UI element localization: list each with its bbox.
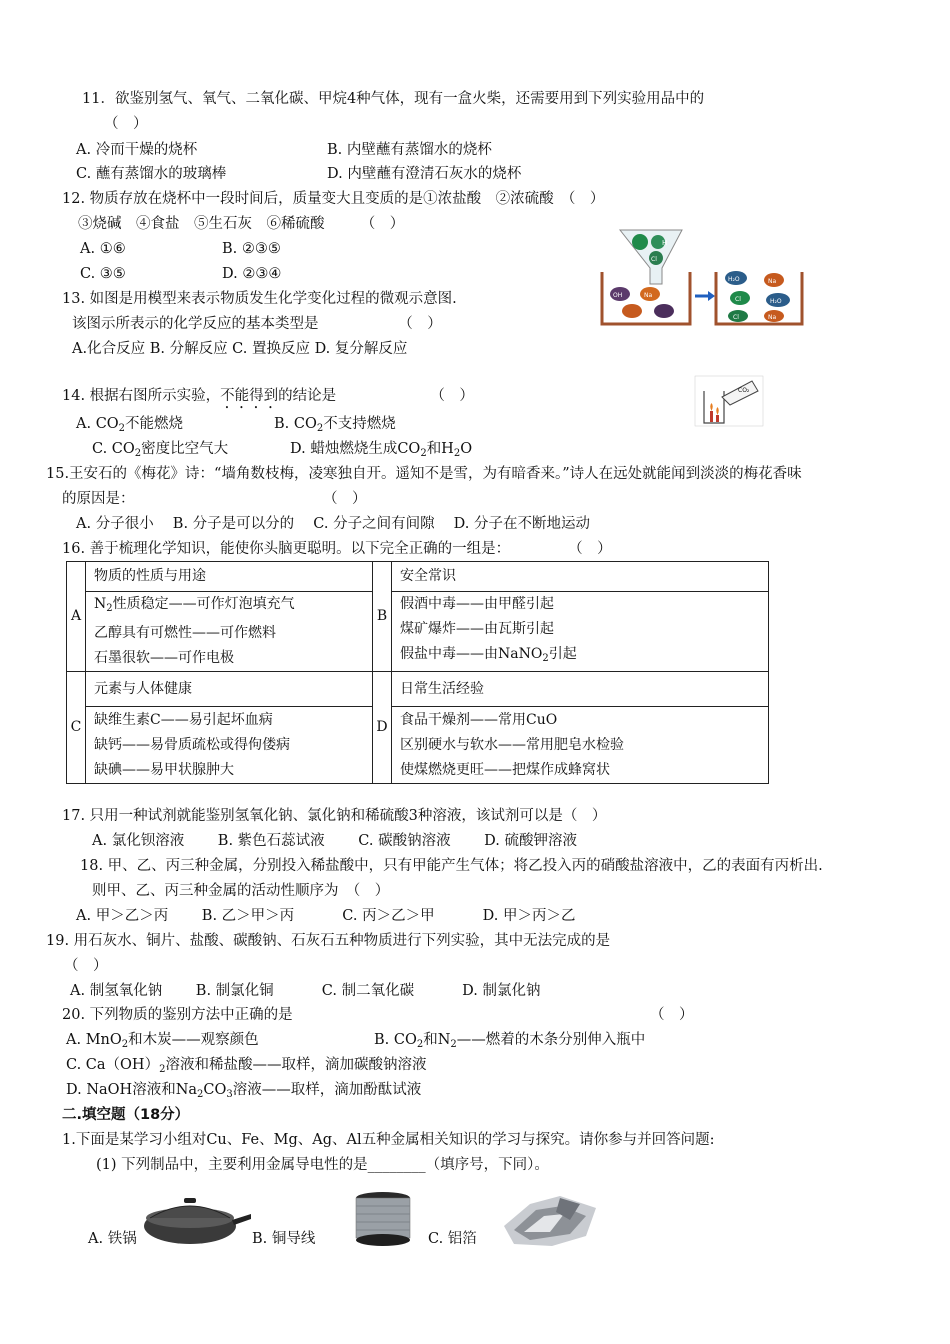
co2-candle-figure [694,375,764,427]
q14-option-a [76,414,183,439]
q14-option-b-text: B. CO [274,416,317,432]
fig-label-na-bottom: Na [768,314,777,321]
subscript: 2 [420,448,427,459]
q16-b-line2: 煤矿爆炸——由瓦斯引起 [400,621,554,637]
q11-answer-paren: （ ） [104,116,148,132]
q16-a-line1 [94,592,364,621]
q18-stem: 18. 甲、乙、丙三种金属，分别投入稀盐酸中，只有甲能产生气体；将乙投入丙的硝酸盐溶液中，乙的表面有丙析出. [80,858,823,874]
q16-b-line3-text-2: 引起 [548,646,577,662]
q16-d-header: 日常生活经验 [392,672,769,707]
wok-image [140,1188,252,1252]
q20-option-a [66,1030,259,1055]
q20-option-c-text-2: 溶液和稀盐酸——取样，滴加碳酸钠溶液 [165,1057,427,1073]
q17-options: A. 氯化钡溶液 B. 紫色石蕊试液 C. 碳酸钠溶液 D. 硫酸钾溶液 [92,833,578,849]
subscript: 2 [450,1039,457,1050]
subscript: 2 [106,603,113,614]
q20-option-b [374,1030,645,1055]
q14-option-d-text-3: O [460,441,473,457]
q16-d-line1: 食品干燥剂——常用CuO [400,711,558,728]
q14-option-c-text-2: 密度比空气大 [141,441,229,457]
subscript: 2 [316,423,324,434]
q19-options: A. 制氢氧化钠 B. 制氯化铜 C. 制二氧化碳 D. 制氯化钠 [70,983,541,999]
q11-stem: 11．欲鉴别氢气、氧气、二氧化碳、甲烷4种气体，现有一盒火柴，还需要用到下列实验用品中的 [82,91,705,107]
q16-b-line1: 假酒中毒——由甲醛引起 [400,596,554,612]
q16-a-line2: 乙醇具有可燃性——可作燃料 [94,625,276,641]
q13-line2: 该图示所表示的化学反应的基本类型是 （ ） [72,316,442,332]
fig-label-h2o-1: H₂O [728,276,740,283]
q16-label-d: D [373,672,392,784]
q16-a-line3: 石墨很软——可作电极 [94,650,234,666]
q15-stem: 15.王安石的《梅花》诗：“墙角数枝梅，凌寒独自开。遥知不是雪，为有暗香来。”诗人在远处就能闻到淡淡的梅花香味 [46,466,802,482]
fig-label-h: H [662,239,668,247]
subscript: 2 [159,1064,166,1075]
q16-label-c: C [67,672,86,784]
fig-label-h2o-2: H₂O [770,298,782,305]
fig-label-cl-right: Cl [735,296,741,303]
q20-option-b-text-3: ——燃着的木条分别伸入瓶中 [456,1032,646,1048]
q12-option-b: B. ②③⑤ [222,241,281,257]
q16-stem: 16. 善于梳理化学知识，能使你头脑更聪明。以下完全正确的一组是： （ ） [62,541,612,557]
q14-option-b [274,414,396,439]
q16-b-header: 安全常识 [392,562,769,592]
q16-c-header: 元素与人体健康 [86,672,373,707]
q14-stem [62,386,474,412]
q11-option-d: D. 内壁蘸有澄清石灰水的烧杯 [327,166,522,182]
q17-stem: 17. 只用一种试剂就能鉴别氢氧化钠、氯化钠和稀硫酸3种溶液，该试剂可以是（ ） [62,808,607,824]
subscript: 2 [197,1089,204,1100]
s2-q1-part1: (1) 下列制品中，主要利用金属导电性的是________（填序号，下同）。 [96,1157,549,1173]
q12-option-d: D. ②③④ [222,266,282,282]
copper-wire-spool-image [352,1190,414,1248]
q20-option-b-text-2: 和N [423,1032,451,1048]
q16-d-line2: 区别硬水与软水——常用肥皂水检验 [400,736,624,753]
q12-line2: ③烧碱 ④食盐 ⑤生石灰 ⑥稀硫酸 （ ） [78,216,405,232]
q20-option-d-text-3: 溶液——取样，滴加酚酞试液 [232,1082,422,1098]
q12-stem: 12. 物质存放在烧杯中一段时间后，质量变大且变质的是①浓盐酸 ②浓硫酸 （ ） [62,191,605,207]
item-c-aluminum-foil: C. 铝箔 [428,1231,477,1247]
q16-b-content [392,592,769,672]
q20-option-d [66,1080,421,1105]
q16-table [66,561,769,784]
q14-stem-a: 14. 根据右图所示实验， [62,388,221,404]
q14-option-b-text-2: 不支持燃烧 [323,416,396,432]
item-b-copper-wire: B. 铜导线 [252,1231,316,1247]
q11-option-b: B. 内壁蘸有蒸馏水的烧杯 [327,142,492,158]
q16-a-line1-text-2: 性质稳定——可作灯泡填充气 [112,596,295,612]
q18-line2: 则甲、乙、丙三种金属的活动性顺序为 （ ） [92,883,390,899]
q11-option-c: C. 蘸有蒸馏水的玻璃棒 [76,166,227,182]
subscript: 2 [542,653,549,664]
aluminum-foil-image [500,1186,600,1252]
q16-a-line1-text: N [94,596,107,612]
reaction-micro-diagram [598,228,804,328]
fig-label-na-right: Na [768,278,777,285]
q11-option-a: A. 冷而干燥的烧杯 [76,142,198,158]
subscript: 2 [134,448,142,459]
q14-option-a-text-2: 不能燃烧 [125,416,184,432]
q14-option-c [92,439,228,464]
q12-option-a: A. ①⑥ [80,241,126,257]
q20-option-c-text: C. Ca（OH） [66,1057,160,1073]
fig-label-oh: OH [613,292,623,299]
q16-c-line3: 缺碘——易甲状腺肿大 [94,761,234,778]
q14-option-d [290,439,472,464]
q14-option-d-text: D. 蜡烛燃烧生成CO [290,441,421,457]
s2-q1-stem: 1.下面是某学习小组对Cu、Fe、Mg、Ag、Al五种金属相关知识的学习与探究。请你参与并回答问题: [62,1132,715,1148]
q20-option-d-text: D. NaOH溶液和Na [66,1082,198,1098]
q18-options: A. 甲＞乙＞丙 B. 乙＞甲＞丙 C. 丙＞乙＞甲 D. 甲＞丙＞乙 [76,908,576,924]
q16-label-b: B [373,562,392,672]
q13-stem: 13. 如图是用模型来表示物质发生化学变化过程的微观示意图. [62,291,457,307]
q16-a-content [86,592,373,672]
q16-label-a: A [67,562,86,672]
item-a-iron-wok: A. 铁锅 [88,1231,137,1247]
fig-label-na-left: Na [644,292,653,299]
q16-c-line1: 缺维生素C——易引起坏血病 [94,711,273,728]
q14-stem-b: 的结论是 （ ） [278,388,474,404]
q15-options: A. 分子很小 B. 分子是可以分的 C. 分子之间有间隙 D. 分子在不断地运动 [76,516,591,532]
q20-answer-paren: （ ） [650,1007,694,1023]
q14-stem-emphasis: 不能得到 [220,388,279,404]
q20-option-d-text-2: CO [203,1082,227,1098]
q16-b-line3-text: 假盐中毒——由NaNO [400,646,543,662]
section-2-title: 二.填空题（18分） [62,1107,190,1123]
q20-option-b-text: B. CO [374,1032,417,1048]
fig-label-co2: CO₂ [738,387,750,394]
q16-c-line2: 缺钙——易骨质疏松或得佝偻病 [94,736,290,753]
q19-answer-paren: （ ） [64,958,108,974]
q16-a-header: 物质的性质与用途 [86,562,373,592]
q16-b-line3 [400,642,760,671]
subscript: 2 [118,423,126,434]
fig-label-cl-bottom: Cl [733,314,739,321]
q12-option-c: C. ③⑤ [80,266,126,282]
q14-option-a-text: A. CO [76,416,119,432]
fig-label-cl: Cl [651,256,657,263]
q16-c-content [86,707,373,784]
subscript: 2 [453,448,461,459]
q16-d-line3: 使煤燃烧更旺——把煤作成蜂窝状 [400,761,610,778]
subscript: 2 [121,1039,129,1050]
q20-option-a-text-2: 和木炭——观察颜色 [128,1032,259,1048]
q20-option-a-text: A. MnO [66,1032,122,1048]
subscript: 2 [416,1039,424,1050]
q20-option-c [66,1055,426,1080]
q14-option-d-text-2: 和H [426,441,454,457]
subscript: 3 [226,1089,233,1100]
q16-d-content [392,707,769,784]
q19-stem: 19. 用石灰水、铜片、盐酸、碳酸钠、石灰石五种物质进行下列实验，其中无法完成的是 [46,933,611,949]
q20-stem: 20. 下列物质的鉴别方法中正确的是 [62,1007,293,1023]
q14-option-c-text: C. CO [92,441,135,457]
q15-line2: 的原因是： （ ） [62,491,367,507]
q13-options: A.化合反应 B. 分解反应 C. 置换反应 D. 复分解反应 [72,341,408,357]
